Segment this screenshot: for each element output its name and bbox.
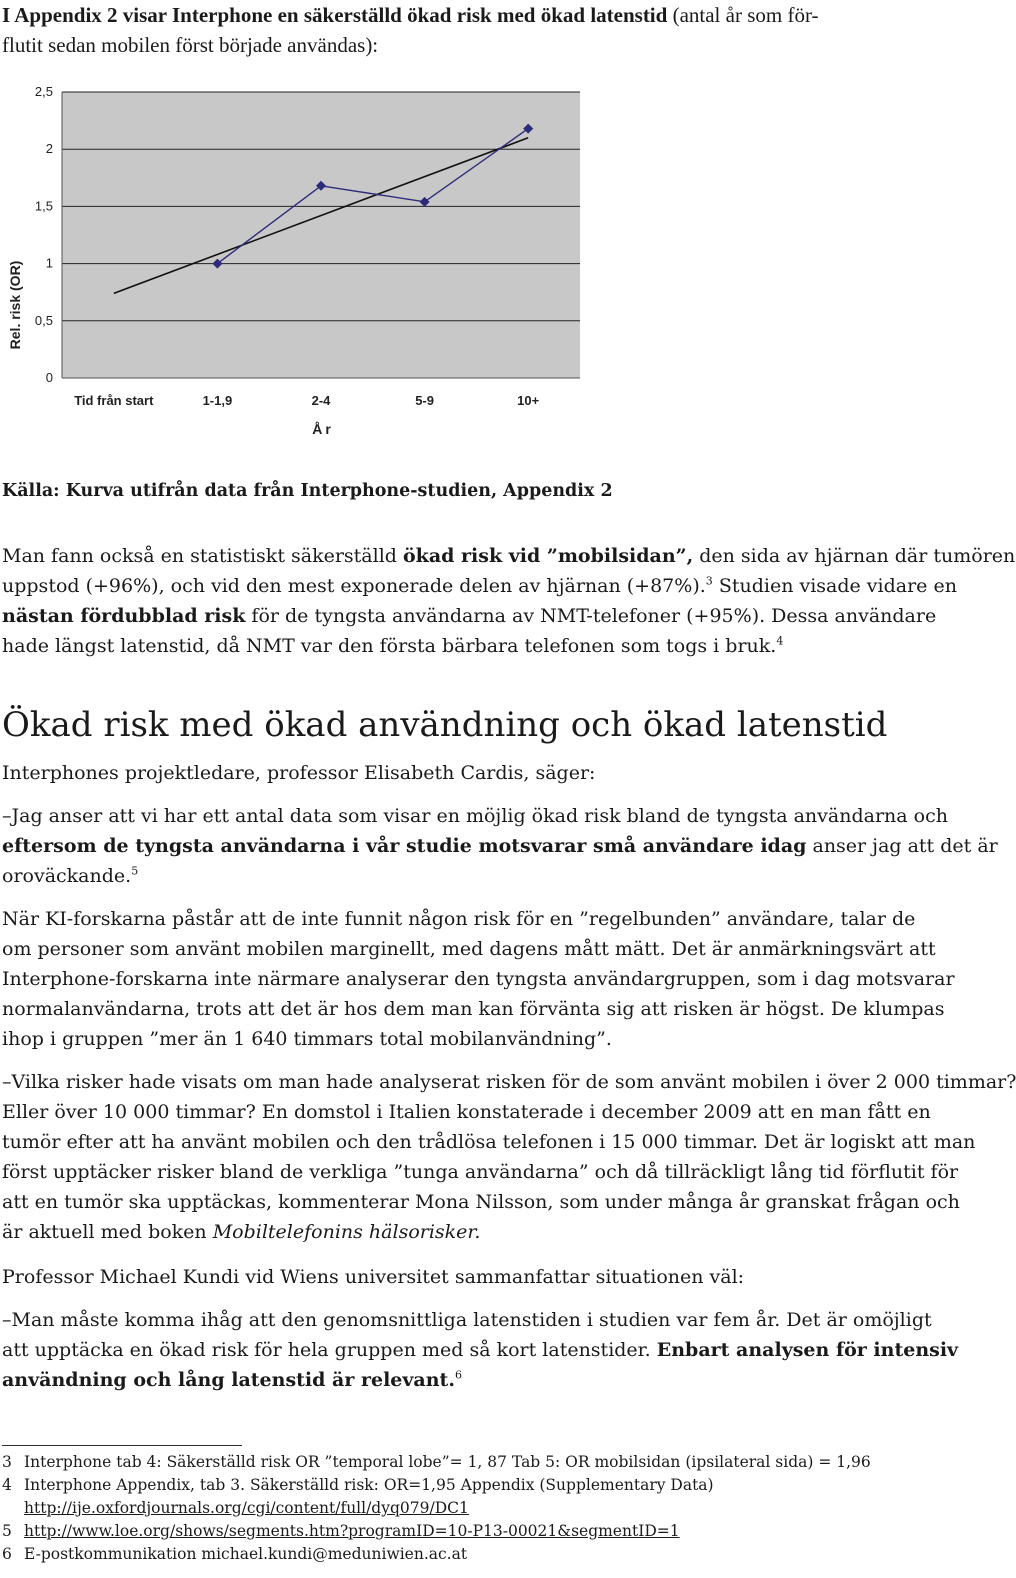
chart-caption: Källa: Kurva utifrån data från Interphone-studien, Appendix 2	[2, 481, 613, 501]
para5-line-1: –Vilka risker hade visats om man hade analyserat risken för de som använt mobilen i över 2 000 timmar?	[2, 1071, 1016, 1093]
chart-grid	[62, 92, 580, 378]
footnote-divider	[2, 1445, 242, 1446]
para1-line-1	[2, 541, 1015, 571]
para5-line-3: tumör efter att ha använt mobilen och den trådlösa telefonen i 15 000 timmar. Det är logiskt att man	[2, 1131, 976, 1153]
para4-line-5: ihop i gruppen ”mer än 1 640 timmars total mobilanvändning”.	[2, 1028, 612, 1050]
text-span: Man fann också en statistiskt säkerställd	[2, 545, 403, 567]
para6: Professor Michael Kundi vid Wiens universitet sammanfattar situationen väl:	[2, 1266, 745, 1288]
text-span: uppstod (+96%), och vid den mest exponerade delen av hjärnan (+87%).	[2, 575, 706, 597]
para4-line-1: När KI-forskarna påstår att de inte funnit någon risk för en ”regelbunden” användare, talar de	[2, 908, 916, 930]
section-heading: Ökad risk med ökad användning och ökad latenstid	[2, 705, 888, 745]
para2: Interphones projektledare, professor Elisabeth Cardis, säger:	[2, 762, 596, 784]
footnote-number: 6	[2, 1545, 12, 1563]
footnote-link[interactable]: http://www.loe.org/shows/segments.htm?programID=10-P13-00021&segmentID=1	[24, 1522, 680, 1540]
para7-line-2	[2, 1335, 958, 1365]
para5-line-5: att en tumör ska upptäckas, kommenterar Mona Nilsson, som under många år granskat frågan och	[2, 1191, 960, 1213]
footnote-ref: 5	[131, 864, 139, 878]
para3-line-1: –Jag anser att vi har ett antal data som visar en möjlig ökad risk bland de tyngsta användarna och	[2, 805, 948, 827]
y-tick-label: 2,5	[34, 84, 53, 99]
text-span: oroväckande.	[2, 865, 132, 887]
intro-rest: (antal år som för-	[667, 3, 819, 27]
footnote-ref: 4	[776, 634, 784, 648]
bold-span: användning och lång latenstid är relevant.	[2, 1369, 455, 1391]
para1-line-3	[2, 601, 936, 631]
chart-x-axis-label: År	[312, 421, 334, 437]
intro-line-2: flutit sedan mobilen först började användas):	[2, 33, 379, 57]
para1-line-2	[2, 571, 957, 601]
para4-line-2: om personer som använt mobilen marginellt, med dagens mått mätt. Det är anmärkningsvärt att	[2, 938, 936, 960]
para5-line-2: Eller över 10 000 timmar? En domstol i Italien konstaterade i december 2009 att en man fått en	[2, 1101, 931, 1123]
footnote-ref: 6	[454, 1368, 462, 1382]
para4-line-3: Interphone-forskarna inte närmare analyserar den tyngsta användargruppen, som i dag motsvarar	[2, 968, 955, 990]
footnote-5	[2, 1520, 680, 1542]
footnote-3	[2, 1451, 871, 1473]
para7-line-3	[2, 1365, 462, 1395]
footnote-4	[2, 1474, 714, 1496]
plot-area	[62, 92, 580, 378]
footnote-link[interactable]: http://ije.oxfordjournals.org/cgi/content/full/dyq079/DC1	[24, 1499, 469, 1517]
y-tick-label: 1	[45, 255, 53, 271]
para1-line-4	[2, 631, 783, 661]
footnote-number: 4	[2, 1476, 12, 1494]
y-tick-label: 1,5	[34, 198, 53, 214]
text-span: för de tyngsta användarna av NMT-telefoner (+95%). Dessa användare	[245, 605, 937, 627]
bold-span: nästan fördubblad risk	[2, 605, 246, 627]
text-span: att upptäcka en ökad risk för hela gruppen med så kort latenstider.	[2, 1339, 657, 1361]
text-span: den sida av hjärnan där tumören	[693, 545, 1016, 567]
x-tick-label: Tid från start	[74, 393, 154, 408]
risk-chart	[0, 70, 600, 450]
y-tick-label: 0	[45, 370, 53, 385]
text-span: hade längst latenstid, då NMT var den första bärbara telefonen som togs i bruk.	[2, 635, 777, 657]
footnote-ref: 3	[705, 574, 713, 588]
para5-line-6	[2, 1217, 480, 1247]
footnote-number: 3	[2, 1453, 12, 1471]
x-tick-label: 10+	[517, 393, 540, 408]
para5-line-4: först upptäcker risker bland de verkliga ”tunga användarna” och då tillräckligt lång tid förflutit för	[2, 1161, 959, 1183]
bold-span: ökad risk vid ”mobilsidan”,	[402, 545, 694, 567]
para3-line-2	[2, 831, 998, 861]
bold-span: Enbart analysen för intensiv	[656, 1339, 959, 1361]
para7-line-1: –Man måste komma ihåg att den genomsnittliga latenstiden i studien var fem år. Det är omöjligt	[2, 1309, 932, 1331]
text-span: Studien visade vidare en	[712, 575, 957, 597]
para4-line-4: normalanvändarna, trots att det är hos dem man kan förvänta sig att risken är högst. De klumpas	[2, 998, 945, 1020]
x-tick-label: 5-9	[415, 393, 434, 408]
bold-span: eftersom de tyngsta användarna i vår studie motsvarar små användare idag	[2, 835, 807, 857]
x-tick-label: 1-1,9	[202, 393, 233, 408]
text-span: är aktuell med boken	[2, 1221, 213, 1243]
para3-line-3	[2, 861, 138, 891]
chart-y-axis-label: Rel. risk (OR)	[7, 260, 23, 350]
x-tick-label: 2-4	[311, 393, 331, 408]
book-title: Mobiltelefonins hälsorisker.	[212, 1221, 481, 1243]
y-tick-label: 2	[45, 141, 53, 157]
intro-line-1	[2, 0, 819, 30]
footnote-6	[2, 1543, 467, 1565]
intro-bold: I Appendix 2 visar Interphone en säkerställd ökad risk med ökad latenstid	[2, 3, 668, 27]
footnote-number: 5	[2, 1522, 12, 1540]
footnote-text: E-postkommunikation michael.kundi@meduniwien.ac.at	[24, 1545, 468, 1563]
y-tick-label: 0,5	[34, 312, 53, 328]
footnote-4-link-line	[2, 1497, 469, 1519]
text-span: anser jag att det är	[806, 835, 998, 857]
footnote-text: Interphone Appendix, tab 3. Säkerställd risk: OR=1,95 Appendix (Supplementary Data)	[24, 1476, 714, 1494]
footnote-text: Interphone tab 4: Säkerställd risk OR ”temporal lobe”= 1, 87 Tab 5: OR mobilsidan (ipsilateral sida) = 1,96	[24, 1453, 871, 1471]
